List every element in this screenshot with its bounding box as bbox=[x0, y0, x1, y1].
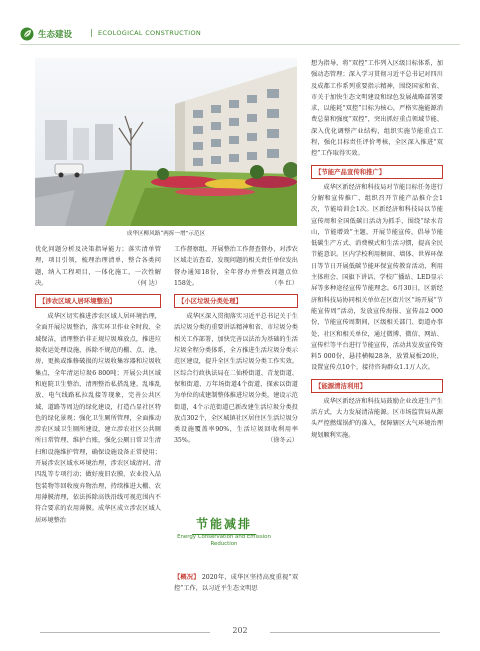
paragraph-text: 优化问题分析及决策指导能力；落实清单管理，项目引领，梳理治理清单，整合各类问题，纳入工程项目，一体化施工，一次性解决。 bbox=[35, 246, 161, 287]
author-credit: （何 达） bbox=[134, 279, 161, 287]
section-heading: 【小区垃圾分类处理】 bbox=[174, 294, 298, 308]
column-3 bbox=[311, 58, 443, 441]
paragraph: 成华区新经济和科技局鼓励企业改进生产生活方式，大力发展清洁能源。区市场监管局从源头严控燃煤锅炉的准入，保障辖区大气环境治理规划顺利实施。 bbox=[311, 397, 443, 439]
section-banner bbox=[174, 515, 274, 567]
footer-rule-right bbox=[270, 632, 440, 633]
photo-illustration bbox=[35, 58, 297, 226]
footer-rule-left bbox=[40, 632, 210, 633]
page-header bbox=[20, 26, 460, 44]
paragraph: 想为指导，将“双控”工作列入区级目标体系，加强动态管理；深入学习贯彻习近平总书记对四川及成都工作系列重要指示精神，围绕国家和省、市关于加快生态文明建设和绿色发展战略部署要求，以能耗“双控”目标为核心，严格实施能源消费总量和强度“双控”，突出抓好重点领域节能、深入优化调整产业结构，组织实施节能重点工程，强化目标责任评价考核，全区深入推进“双控”工作取得实效。 bbox=[311, 60, 443, 158]
banner-subtitle: Energy Conservation and Emission Reduction bbox=[177, 534, 271, 547]
section-title: 生态建设 bbox=[38, 30, 73, 40]
paragraph: 成华区新经济和科技局对节能目标任务进行分解和宣传推广，组织召开节能产品推介会1次，节能培训会1次。区新经济和科技局以节能宣传周和全国低碳日活动为抓手，围绕“绿水青山，节能增效”主题，开展节能宣传，倡导节能低碳生产方式、消费模式和生活习惯，提高全民节能意识。区内学校利用橱窗、墙体、世界环保日等节日开展低碳节能环保宣传教育活动，利用主体班会、国旗下讲话、学校广播站、LED显示屏等多种途径宣传节能理念。6月30日，区新经济和科技局协同相关单位在区街片区“场开展“节能宣传周”活动，发放宣传海报、宣传品2 000份，节能宣传周期间，区级相关部门、街道办事处、社区和相关单位，通过微博、微信、网站、宣传栏等平台进行节能宣传，活动共发放宣传资料5 000份，悬挂横幅28条，放置展板20块，设置宣传点10个，接待咨询群众1.1万人次。 bbox=[311, 183, 443, 372]
paragraph bbox=[174, 572, 298, 595]
paragraph bbox=[35, 244, 161, 289]
column-1 bbox=[35, 244, 161, 526]
header-separator: | bbox=[90, 28, 93, 37]
page-footer bbox=[0, 626, 480, 640]
paragraph-text: 2020年，成华区坚持高度重视“双控”工作，以习近平生态文明思 bbox=[174, 574, 299, 593]
banner-title: 节能减排 bbox=[195, 517, 252, 531]
column-2-lower bbox=[174, 572, 298, 595]
page-number: 202 bbox=[232, 626, 248, 635]
paragraph bbox=[174, 311, 298, 447]
banner-divider bbox=[192, 534, 256, 535]
paragraph-text: 工作督察组，开展整治工作督查督办，对涉农区域走访查看，发现问题的相关责任单位发出督办通知18份，全年督办并整改问题点位158处。 bbox=[174, 246, 298, 287]
column-2 bbox=[174, 244, 298, 447]
section-heading: 【涉农区域人居环境整治】 bbox=[35, 294, 161, 308]
photo-caption: 成华区柳风路“两拆一增”示范区 bbox=[126, 231, 206, 237]
header-divider bbox=[20, 44, 460, 45]
section-heading: 【节能产品宣传和推广】 bbox=[311, 165, 443, 179]
author-credit: （李 红） bbox=[271, 279, 298, 287]
street-photo bbox=[35, 58, 297, 226]
paragraph bbox=[174, 244, 298, 289]
paragraph-text: 成华区深入贯彻落实习近平总书记关于生活垃圾分类的重要讲话精神和省、市垃圾分类相关工作部署，加快完善以法治为基础的生活垃圾全程分类体系，全方推进生活垃圾分类示范区建设，提升全区生活垃圾分类工作实效。区综合行政执法局在二仙桥街道、青龙街道、保和街道、万年场街道4个街道，探索以街道为单位的成建制整体推进垃圾分类，建设示范街道，4个示范街道已新改建生活垃圾分类投放点302个，全区城镇社区居住区生活垃圾分类设施覆盖率90%，生活垃圾回收利用率35%。 bbox=[174, 313, 298, 445]
leaf-logo-icon bbox=[20, 27, 34, 41]
inline-heading: 【概况】 bbox=[174, 574, 200, 581]
section-title-en: ECOLOGICAL CONSTRUCTION bbox=[98, 29, 202, 37]
author-credit: （徐冬云） bbox=[267, 437, 298, 445]
paragraph: 成华区切实推进涉农区域人居环境治理，全面开展垃圾整治，落实环卫作业全时段、全域保洁，清理整治非正规垃圾堆放点，推进垃圾收运处理设施，拆除不规范的棚、点、池、房，更换或维修破损的垃圾收集容器和垃圾收集点，全年清运垃圾6 800吨；开展公共区域和庭院卫生整治，清理整治私搭乱建、乱堆乱放、电气线路私拉乱接等现象，完善公共区域、道路等周边的绿化建设，打造凸显社区特色的绿化景观；强化卫生厕所管理，全面推动涉农区域卫生厕所建设，建立涉农社区公共厕所日常管理、维护台账，强化公厕日常卫生清扫和设施维护管理，确保设施设备正常使用；开展涉农区域水环境治理，涉农区域清河、清四乱等专项行动；做好废旧农膜、农业投入品包装物等回收废弃物治理，持续推进大棚、农用薄膜清理，依法拆除高铁沿线可视范围内不符合要求的农用薄膜。成华区成立涉农区域人居环境整治 bbox=[35, 313, 161, 524]
section-heading: 【能源清洁利用】 bbox=[311, 379, 443, 393]
